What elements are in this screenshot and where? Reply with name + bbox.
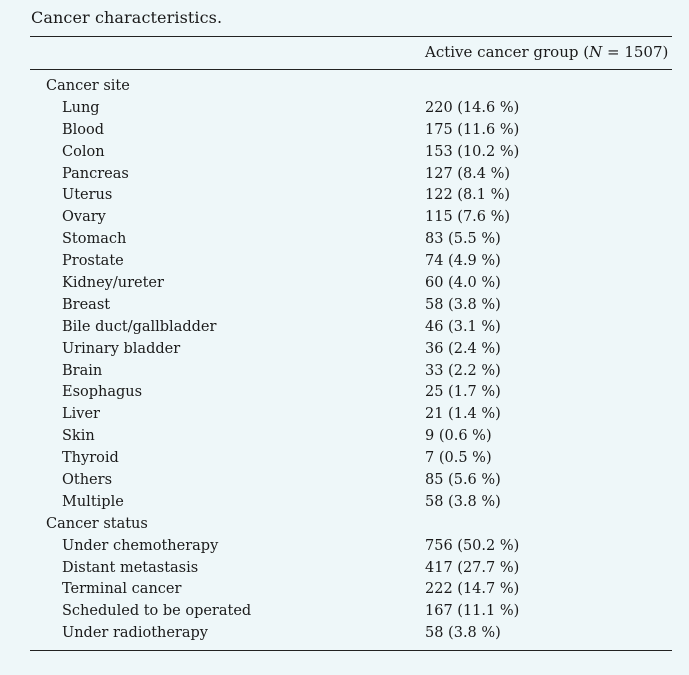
table-row: [0, 426, 689, 448]
row-label: Colon: [62, 143, 105, 160]
table-row: [0, 98, 689, 120]
row-value: 222 (14.7 %): [425, 581, 520, 598]
section-title: Cancer status: [46, 515, 148, 532]
row-value: 21 (1.4 %): [425, 406, 501, 423]
section-header-row: [0, 76, 689, 98]
table-row: [0, 601, 689, 623]
table-row: [0, 579, 689, 601]
table-row: [0, 339, 689, 361]
table-caption: Cancer characteristics.: [31, 8, 223, 27]
table-row: [0, 317, 689, 339]
row-label: Skin: [62, 428, 95, 445]
row-value: 127 (8.4 %): [425, 165, 511, 182]
row-value: 60 (4.0 %): [425, 275, 501, 292]
row-value: 167 (11.1 %): [425, 603, 520, 620]
row-value: 220 (14.6 %): [425, 99, 520, 116]
row-label: Prostate: [62, 253, 124, 270]
table-row: [0, 185, 689, 207]
characteristics-table: [0, 76, 689, 645]
row-label: Kidney/ureter: [62, 275, 164, 292]
table-row: [0, 470, 689, 492]
row-label: Brain: [62, 362, 103, 379]
bottom-rule: [30, 650, 672, 651]
row-label: Bile duct/gallbladder: [62, 318, 217, 335]
row-label: Liver: [62, 406, 100, 423]
row-label: Others: [62, 472, 113, 489]
row-value: 85 (5.6 %): [425, 472, 501, 489]
column-header: [425, 43, 668, 61]
column-header-n: = 1507): [602, 43, 669, 61]
table-row: [0, 361, 689, 383]
row-value: 115 (7.6 %): [425, 209, 511, 226]
row-label: Pancreas: [62, 165, 129, 182]
row-label: Ovary: [62, 209, 106, 226]
table-row: [0, 273, 689, 295]
table-row: [0, 382, 689, 404]
row-value: 25 (1.7 %): [425, 384, 501, 401]
row-value: 153 (10.2 %): [425, 143, 520, 160]
top-rule: [30, 36, 672, 37]
row-label: Scheduled to be operated: [62, 603, 252, 620]
row-value: 756 (50.2 %): [425, 537, 520, 554]
row-value: 58 (3.8 %): [425, 296, 501, 313]
row-label: Lung: [62, 99, 100, 116]
column-header-prefix: Active cancer group (: [425, 43, 590, 61]
row-value: 33 (2.2 %): [425, 362, 501, 379]
row-value: 175 (11.6 %): [425, 121, 520, 138]
row-value: 58 (3.8 %): [425, 625, 501, 642]
row-value: 74 (4.9 %): [425, 253, 501, 270]
row-label: Thyroid: [62, 450, 119, 467]
row-label: Blood: [62, 121, 105, 138]
row-label: Esophagus: [62, 384, 143, 401]
row-value: 417 (27.7 %): [425, 559, 520, 576]
row-label: Under chemotherapy: [62, 537, 219, 554]
row-value: 36 (2.4 %): [425, 340, 501, 357]
row-value: 122 (8.1 %): [425, 187, 511, 204]
row-label: Uterus: [62, 187, 113, 204]
table-row: [0, 558, 689, 580]
row-label: Distant metastasis: [62, 559, 199, 576]
row-label: Urinary bladder: [62, 340, 181, 357]
table-row: [0, 295, 689, 317]
row-value: 46 (3.1 %): [425, 318, 501, 335]
table-row: [0, 251, 689, 273]
row-label: Stomach: [62, 231, 127, 248]
table-row: [0, 536, 689, 558]
row-value: 58 (3.8 %): [425, 493, 501, 510]
row-label: Under radiotherapy: [62, 625, 208, 642]
table-row: [0, 623, 689, 645]
table-row: [0, 207, 689, 229]
table-row: [0, 229, 689, 251]
row-value: 9 (0.6 %): [425, 428, 492, 445]
table-row: [0, 120, 689, 142]
table-row: [0, 404, 689, 426]
table-row: [0, 448, 689, 470]
table-row: [0, 142, 689, 164]
row-label: Breast: [62, 296, 111, 313]
header-rule: [30, 69, 672, 70]
row-label: Multiple: [62, 493, 124, 510]
n-symbol: N: [589, 43, 603, 61]
section-header-row: [0, 514, 689, 536]
row-label: Terminal cancer: [62, 581, 182, 598]
table-row: [0, 492, 689, 514]
row-value: 7 (0.5 %): [425, 450, 492, 467]
table-row: [0, 164, 689, 186]
section-title: Cancer site: [46, 78, 130, 94]
row-value: 83 (5.5 %): [425, 231, 501, 248]
